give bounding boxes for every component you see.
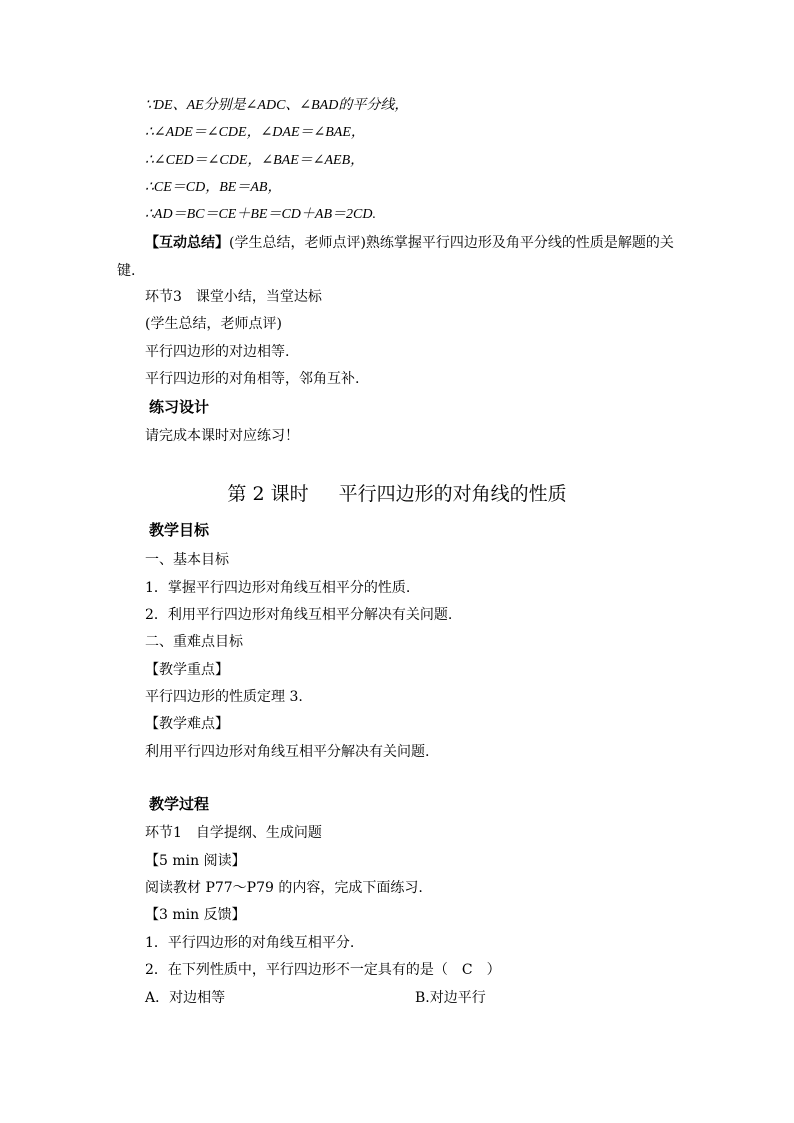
basic-goal-item: 1．掌握平行四边形对角线互相平分的性质. — [145, 580, 411, 596]
basic-goals-heading: 一、基本目标 — [145, 552, 229, 568]
difficulty-text: 利用平行四边形对角线互相平分解决有关问题. — [145, 744, 430, 760]
question-2: 2．在下列性质中，平行四边形不一定具有的是（ C ） — [145, 962, 501, 978]
step3-point-2: 平行四边形的对角相等，邻角互补. — [145, 371, 360, 387]
proof-line-4: ∴CE＝CD，BE＝AB， — [145, 180, 282, 195]
focus-text: 平行四边形的性质定理 3. — [145, 689, 303, 705]
step3-note: (学生总结，老师点评) — [145, 316, 282, 332]
lesson-number: 第 2 课时 — [227, 483, 309, 505]
read-label: 【5 min 阅读】 — [145, 853, 246, 869]
question-1: 1．平行四边形的对角线互相平分. — [145, 935, 355, 951]
basic-goal-item: 2．利用平行四边形对角线互相平分解决有关问题. — [145, 607, 453, 623]
process-heading: 教学过程 — [149, 795, 210, 813]
summary-text-continued: 键. — [117, 263, 136, 279]
focus-label: 【教学重点】 — [145, 662, 229, 678]
option-b: B.对边平行 — [415, 990, 486, 1006]
step3-title: 环节3 课堂小结，当堂达标 — [145, 289, 322, 305]
summary-text: (学生总结，老师点评)熟练掌握平行四边形及角平分线的性质是解题的关 — [229, 235, 674, 251]
summary-paragraph — [145, 234, 674, 252]
lesson-name: 平行四边形的对角线的性质 — [338, 483, 567, 505]
proof-line-1: ∵DE、AE分别是∠ADC、∠BAD的平分线， — [145, 98, 409, 113]
feedback-label: 【3 min 反馈】 — [145, 907, 246, 923]
lesson-title — [0, 482, 794, 506]
step3-point-1: 平行四边形的对边相等. — [145, 344, 290, 360]
practice-heading: 练习设计 — [149, 398, 210, 416]
proof-line-3: ∴∠CED＝∠CDE，∠BAE＝∠AEB， — [145, 153, 365, 168]
key-goals-heading: 二、重难点目标 — [145, 634, 243, 650]
option-a: A．对边相等 — [145, 990, 226, 1006]
objectives-heading: 教学目标 — [149, 521, 210, 539]
difficulty-label: 【教学难点】 — [145, 716, 229, 732]
step1-title: 环节1 自学提纲、生成问题 — [145, 825, 322, 841]
proof-line-2: ∴∠ADE＝∠CDE，∠DAE＝∠BAE， — [145, 125, 365, 140]
summary-label: 【互动总结】 — [145, 235, 229, 251]
practice-text: 请完成本课时对应练习！ — [145, 428, 299, 444]
proof-line-5: ∴AD＝BC＝CE＋BE＝CD＋AB＝2CD. — [145, 207, 376, 222]
read-text: 阅读教材 P77～P79 的内容，完成下面练习. — [145, 880, 423, 896]
